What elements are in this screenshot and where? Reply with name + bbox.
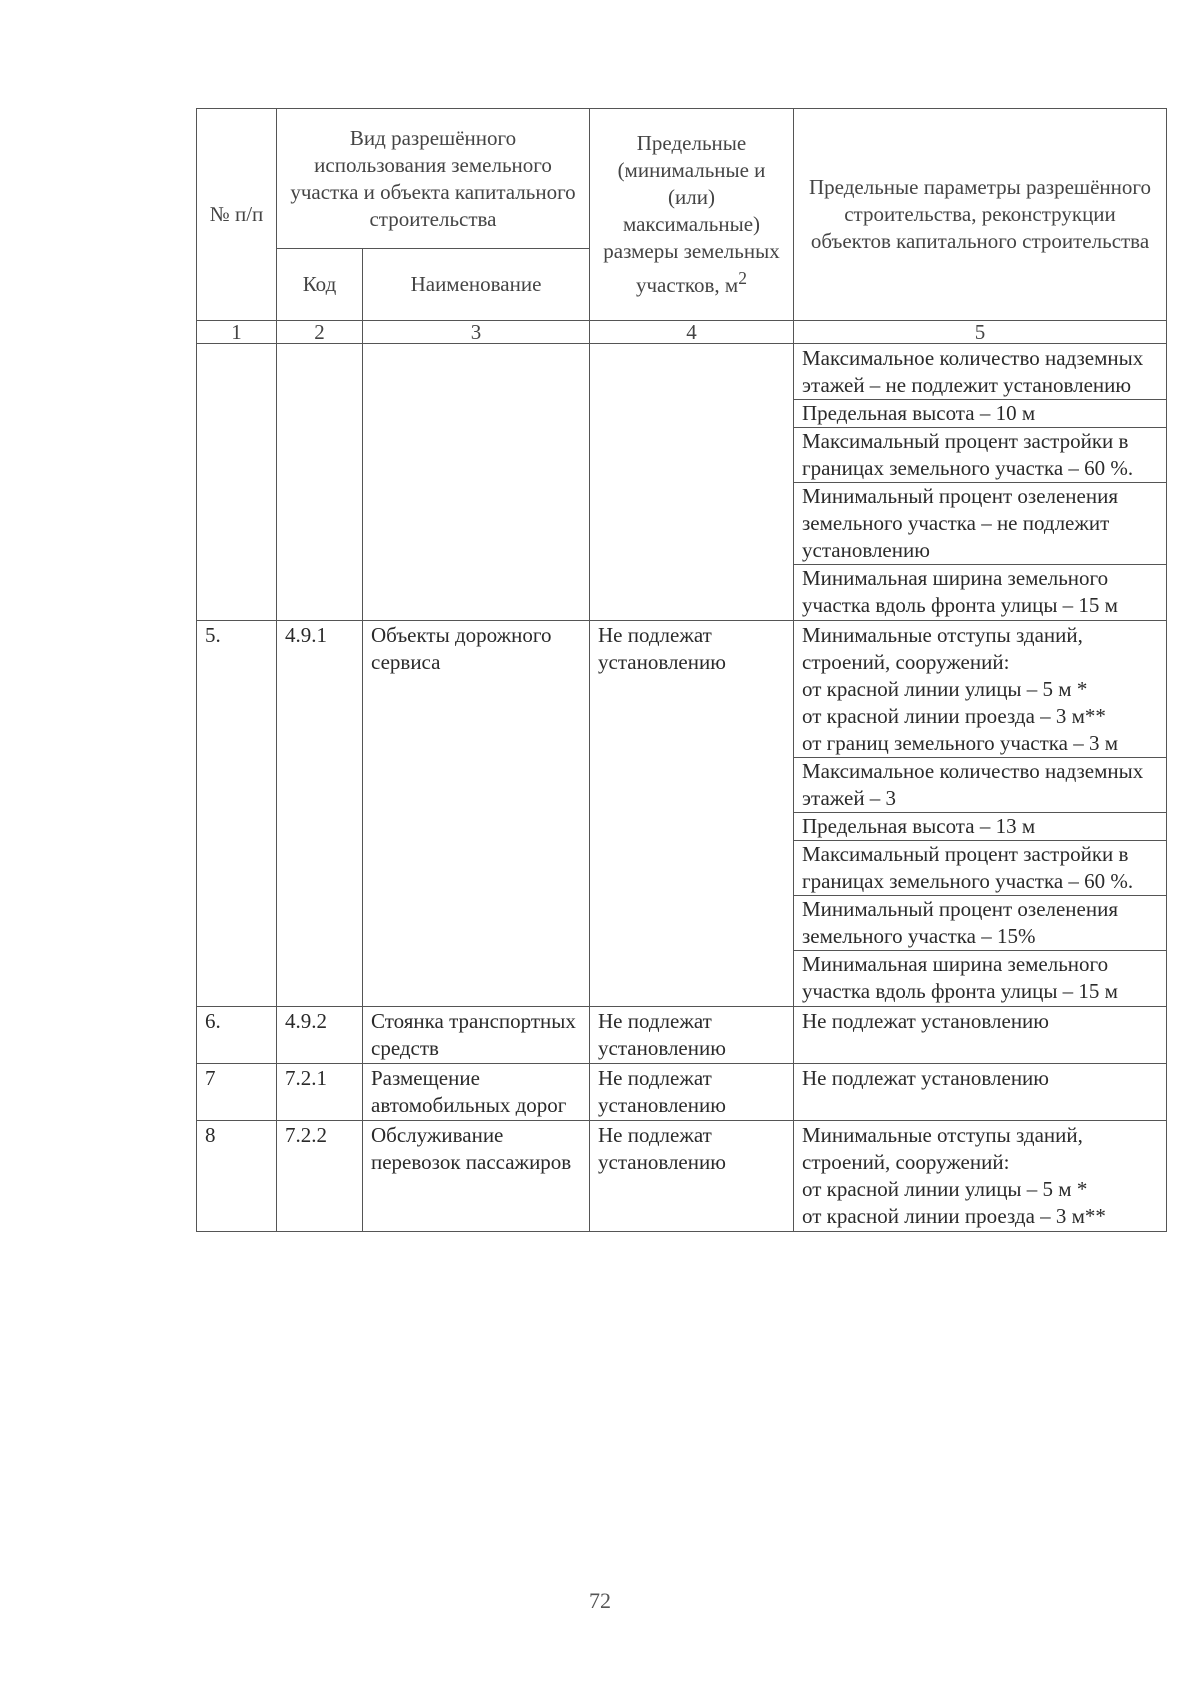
- param-list: [802, 1122, 1158, 1230]
- param-item: Максимальный процент застройки в границах земельного участка – 60 %.: [794, 428, 1166, 483]
- header-plot-size-text: Предельные (минимальные и (или) максимальные) размеры земельных участков, м: [603, 131, 780, 297]
- header-name: Наименование: [363, 249, 590, 321]
- column-number: 3: [363, 321, 590, 344]
- param-item: Максимальное количество надземных этажей – 3: [794, 758, 1166, 813]
- table-row: [197, 1007, 1167, 1064]
- cell-name: Обслуживание перевозок пассажиров: [363, 1121, 590, 1232]
- cell-code: 7.2.2: [277, 1121, 363, 1232]
- column-number: 4: [590, 321, 794, 344]
- cell-plot-size: Не подлежат установлению: [590, 1121, 794, 1232]
- cell-params: [794, 1064, 1167, 1121]
- param-item: Минимальный процент озеленения земельного участка – не подлежит установлению: [794, 483, 1166, 565]
- cell-num: 8: [197, 1121, 277, 1232]
- param-item: Предельная высота – 13 м: [794, 813, 1166, 841]
- param-item: Минимальная ширина земельного участка вдоль фронта улицы – 15 м: [802, 566, 1118, 617]
- param-item: Минимальные отступы зданий, строений, сооружений: от красной линии улицы – 5 м * от красной линии проезда – 3 м**: [802, 1123, 1106, 1228]
- column-number: 5: [794, 321, 1167, 344]
- cell-num: 6.: [197, 1007, 277, 1064]
- cell-plot-size: Не подлежат установлению: [590, 1064, 794, 1121]
- cell-num: [197, 344, 277, 621]
- param-item: Предельная высота – 10 м: [794, 400, 1166, 428]
- param-item: Минимальные отступы зданий, строений, сооружений: от красной линии улицы – 5 м * от красной линии проезда – 3 м** от границ земельного участка – 3 м: [794, 622, 1166, 758]
- table-row: [197, 621, 1167, 1007]
- header-plot-size: [590, 109, 794, 321]
- header-vri-group: Вид разрешённого использования земельного участка и объекта капитального строительства: [277, 109, 590, 249]
- cell-params: [794, 621, 1167, 1007]
- table-row: [197, 1121, 1167, 1232]
- page-number: 72: [589, 1588, 611, 1613]
- cell-name: Стоянка транспортных средств: [363, 1007, 590, 1064]
- param-list: [802, 345, 1158, 619]
- cell-plot-size: Не подлежат установлению: [590, 621, 794, 1007]
- header-params: Предельные параметры разрешённого строительства, реконструкции объектов капитального строительства: [794, 109, 1167, 321]
- cell-params: [794, 1007, 1167, 1064]
- cell-params: [794, 1121, 1167, 1232]
- column-number: 1: [197, 321, 277, 344]
- header-code: Код: [277, 249, 363, 321]
- cell-code: 4.9.2: [277, 1007, 363, 1064]
- cell-plot-size: [590, 344, 794, 621]
- table-row: [197, 344, 1167, 621]
- cell-code: 7.2.1: [277, 1064, 363, 1121]
- param-item: Минимальная ширина земельного участка вдоль фронта улицы – 15 м: [802, 952, 1118, 1003]
- header-num: № п/п: [197, 109, 277, 321]
- cell-params: [794, 344, 1167, 621]
- cell-plot-size: Не подлежат установлению: [590, 1007, 794, 1064]
- column-number: 2: [277, 321, 363, 344]
- cell-name: Объекты дорожного сервиса: [363, 621, 590, 1007]
- cell-name: Размещение автомобильных дорог: [363, 1064, 590, 1121]
- param-item: Не подлежат установлению: [802, 1066, 1049, 1090]
- cell-name: [363, 344, 590, 621]
- table-body: [197, 321, 1167, 1232]
- param-list: [802, 1065, 1158, 1092]
- cell-num: 7: [197, 1064, 277, 1121]
- param-item: Минимальный процент озеленения земельного участка – 15%: [794, 896, 1166, 951]
- header-plot-size-unit-sup: 2: [738, 268, 747, 288]
- cell-code: 4.9.1: [277, 621, 363, 1007]
- param-item: Максимальный процент застройки в границах земельного участка – 60 %.: [794, 841, 1166, 896]
- zoning-parameters-table: [196, 108, 1167, 1232]
- param-list: [802, 1008, 1158, 1035]
- cell-code: [277, 344, 363, 621]
- param-item: Максимальное количество надземных этажей – не подлежит установлению: [794, 345, 1166, 400]
- table-row: [197, 1064, 1167, 1121]
- cell-num: 5.: [197, 621, 277, 1007]
- param-list: [802, 622, 1158, 1005]
- param-item: Не подлежат установлению: [802, 1009, 1049, 1033]
- column-numbers-row: [197, 321, 1167, 344]
